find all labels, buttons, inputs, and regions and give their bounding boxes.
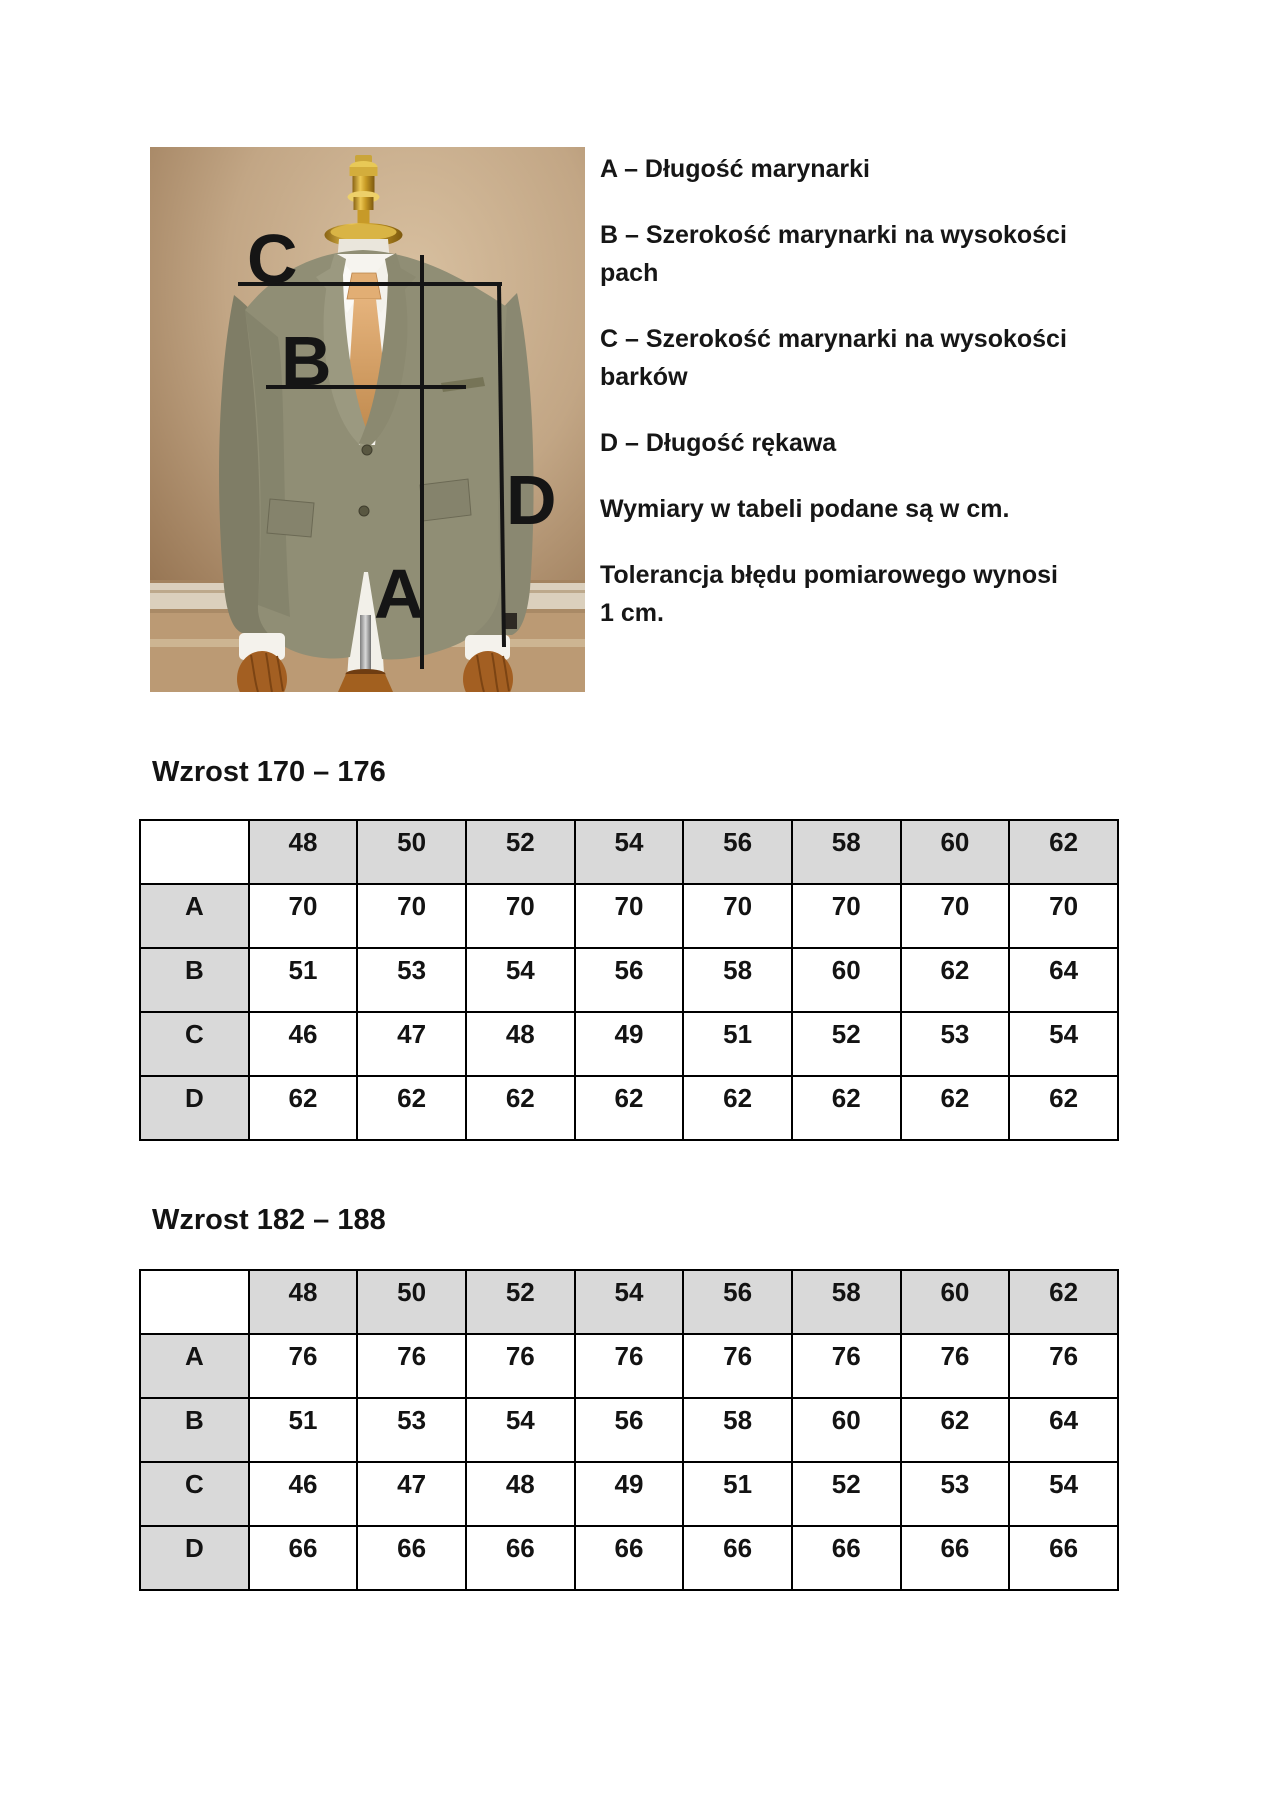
size-column-header: 60: [901, 1270, 1010, 1334]
size-value-cell: 66: [792, 1526, 901, 1590]
size-value-cell: 70: [792, 884, 901, 948]
size-value-cell: 60: [792, 1398, 901, 1462]
jacket-photo: [150, 147, 585, 692]
size-value-cell: 70: [575, 884, 684, 948]
right-pocket-flap: [420, 479, 471, 521]
size-value-cell: 62: [901, 948, 1010, 1012]
size-value-cell: 60: [792, 948, 901, 1012]
corner-cell: [140, 820, 249, 884]
size-column-header: 58: [792, 820, 901, 884]
header-row: [140, 820, 1118, 884]
corner-cell: [140, 1270, 249, 1334]
size-value-cell: 62: [466, 1076, 575, 1140]
size-value-cell: 66: [357, 1526, 466, 1590]
size-value-cell: 47: [357, 1462, 466, 1526]
measurement-row: [140, 1012, 1118, 1076]
size-value-cell: 66: [466, 1526, 575, 1590]
size-value-cell: 62: [357, 1076, 466, 1140]
row-label: A: [140, 1334, 249, 1398]
size-value-cell: 52: [792, 1012, 901, 1076]
legend-line: Wymiary w tabeli podane są w cm.: [600, 495, 1010, 523]
legend-line: 1 cm.: [600, 599, 664, 627]
left-pocket-flap: [267, 499, 314, 537]
size-column-header: 56: [683, 1270, 792, 1334]
measurement-row: [140, 1462, 1118, 1526]
legend-line: Tolerancja błędu pomiarowego wynosi: [600, 561, 1058, 589]
size-value-cell: 76: [792, 1334, 901, 1398]
legend-line: pach: [600, 259, 659, 287]
size-column-header: 50: [357, 820, 466, 884]
legend-item-a: [600, 150, 1124, 188]
size-column-header: 62: [1009, 820, 1118, 884]
header-row: [140, 1270, 1118, 1334]
legend-line: C – Szerokość marynarki na wysokości: [600, 325, 1067, 353]
size-column-header: 56: [683, 820, 792, 884]
size-column-header: 48: [249, 1270, 358, 1334]
legend-line: A – Długość marynarki: [600, 155, 871, 183]
size-value-cell: 51: [683, 1462, 792, 1526]
size-value-cell: 53: [901, 1462, 1010, 1526]
size-value-cell: 46: [249, 1462, 358, 1526]
size-value-cell: 62: [792, 1076, 901, 1140]
size-value-cell: 51: [249, 1398, 358, 1462]
size-value-cell: 51: [683, 1012, 792, 1076]
size-value-cell: 54: [1009, 1012, 1118, 1076]
size-column-header: 54: [575, 1270, 684, 1334]
size-table-wzrost-170-176: [139, 819, 1119, 1141]
size-value-cell: 76: [683, 1334, 792, 1398]
size-column-header: 60: [901, 820, 1010, 884]
size-column-header: 58: [792, 1270, 901, 1334]
sleeve-tag: [505, 613, 517, 629]
measurement-row: [140, 884, 1118, 948]
size-value-cell: 58: [683, 948, 792, 1012]
size-value-cell: 54: [466, 1398, 575, 1462]
legend-line: D – Długość rękawa: [600, 429, 837, 457]
size-table-wzrost-182-188: [139, 1269, 1119, 1591]
row-label: B: [140, 1398, 249, 1462]
size-value-cell: 62: [575, 1076, 684, 1140]
size-value-cell: 70: [901, 884, 1010, 948]
legend-item-b: [600, 216, 1124, 292]
measurement-row: [140, 1334, 1118, 1398]
size-value-cell: 62: [901, 1398, 1010, 1462]
size-column-header: 48: [249, 820, 358, 884]
size-value-cell: 70: [249, 884, 358, 948]
legend-line: B – Szerokość marynarki na wysokości: [600, 221, 1067, 249]
size-value-cell: 70: [683, 884, 792, 948]
size-column-header: 62: [1009, 1270, 1118, 1334]
row-label: B: [140, 948, 249, 1012]
measure-label-a: A: [374, 555, 425, 633]
legend-item-d: [600, 424, 1124, 462]
size-value-cell: 64: [1009, 1398, 1118, 1462]
row-label: D: [140, 1526, 249, 1590]
row-label: D: [140, 1076, 249, 1140]
size-column-header: 52: [466, 820, 575, 884]
size-value-cell: 76: [466, 1334, 575, 1398]
size-value-cell: 53: [901, 1012, 1010, 1076]
measure-label-b: B: [281, 322, 332, 400]
size-value-cell: 54: [466, 948, 575, 1012]
size-value-cell: 66: [683, 1526, 792, 1590]
size-value-cell: 62: [1009, 1076, 1118, 1140]
size-value-cell: 66: [249, 1526, 358, 1590]
size-value-cell: 70: [1009, 884, 1118, 948]
size-value-cell: 53: [357, 1398, 466, 1462]
size-value-cell: 62: [249, 1076, 358, 1140]
size-value-cell: 64: [1009, 948, 1118, 1012]
size-value-cell: 48: [466, 1462, 575, 1526]
size-value-cell: 66: [575, 1526, 684, 1590]
size-value-cell: 52: [792, 1462, 901, 1526]
jacket-button-bottom: [359, 506, 369, 516]
legend-line: barków: [600, 363, 688, 391]
measurement-row: [140, 948, 1118, 1012]
size-value-cell: 51: [249, 948, 358, 1012]
measurement-legend: [600, 150, 1124, 660]
legend-note-tolerance: [600, 556, 1124, 632]
measure-label-d: D: [506, 461, 557, 539]
jacket-button-top: [362, 445, 372, 455]
row-label: A: [140, 884, 249, 948]
size-value-cell: 66: [901, 1526, 1010, 1590]
size-column-header: 54: [575, 820, 684, 884]
size-value-cell: 48: [466, 1012, 575, 1076]
size-value-cell: 46: [249, 1012, 358, 1076]
legend-item-c: [600, 320, 1124, 396]
size-value-cell: 70: [466, 884, 575, 948]
size-column-header: 50: [357, 1270, 466, 1334]
size-value-cell: 47: [357, 1012, 466, 1076]
size-value-cell: 58: [683, 1398, 792, 1462]
size-value-cell: 49: [575, 1012, 684, 1076]
size-value-cell: 76: [249, 1334, 358, 1398]
row-label: C: [140, 1462, 249, 1526]
size-value-cell: 76: [357, 1334, 466, 1398]
legend-note-units: [600, 490, 1124, 528]
measurement-row: [140, 1076, 1118, 1140]
measurement-row: [140, 1526, 1118, 1590]
measure-label-c: C: [247, 220, 298, 298]
size-value-cell: 76: [575, 1334, 684, 1398]
size-value-cell: 62: [901, 1076, 1010, 1140]
size-value-cell: 49: [575, 1462, 684, 1526]
jacket-measurement-figure: [150, 147, 585, 692]
size-value-cell: 54: [1009, 1462, 1118, 1526]
table-title-wzrost-182-188: Wzrost 182 – 188: [152, 1204, 386, 1236]
table-title-wzrost-170-176: Wzrost 170 – 176: [152, 756, 386, 788]
size-value-cell: 76: [1009, 1334, 1118, 1398]
size-value-cell: 56: [575, 948, 684, 1012]
size-value-cell: 70: [357, 884, 466, 948]
size-column-header: 52: [466, 1270, 575, 1334]
size-value-cell: 66: [1009, 1526, 1118, 1590]
size-value-cell: 53: [357, 948, 466, 1012]
size-value-cell: 76: [901, 1334, 1010, 1398]
row-label: C: [140, 1012, 249, 1076]
size-value-cell: 56: [575, 1398, 684, 1462]
size-value-cell: 62: [683, 1076, 792, 1140]
measurement-row: [140, 1398, 1118, 1462]
